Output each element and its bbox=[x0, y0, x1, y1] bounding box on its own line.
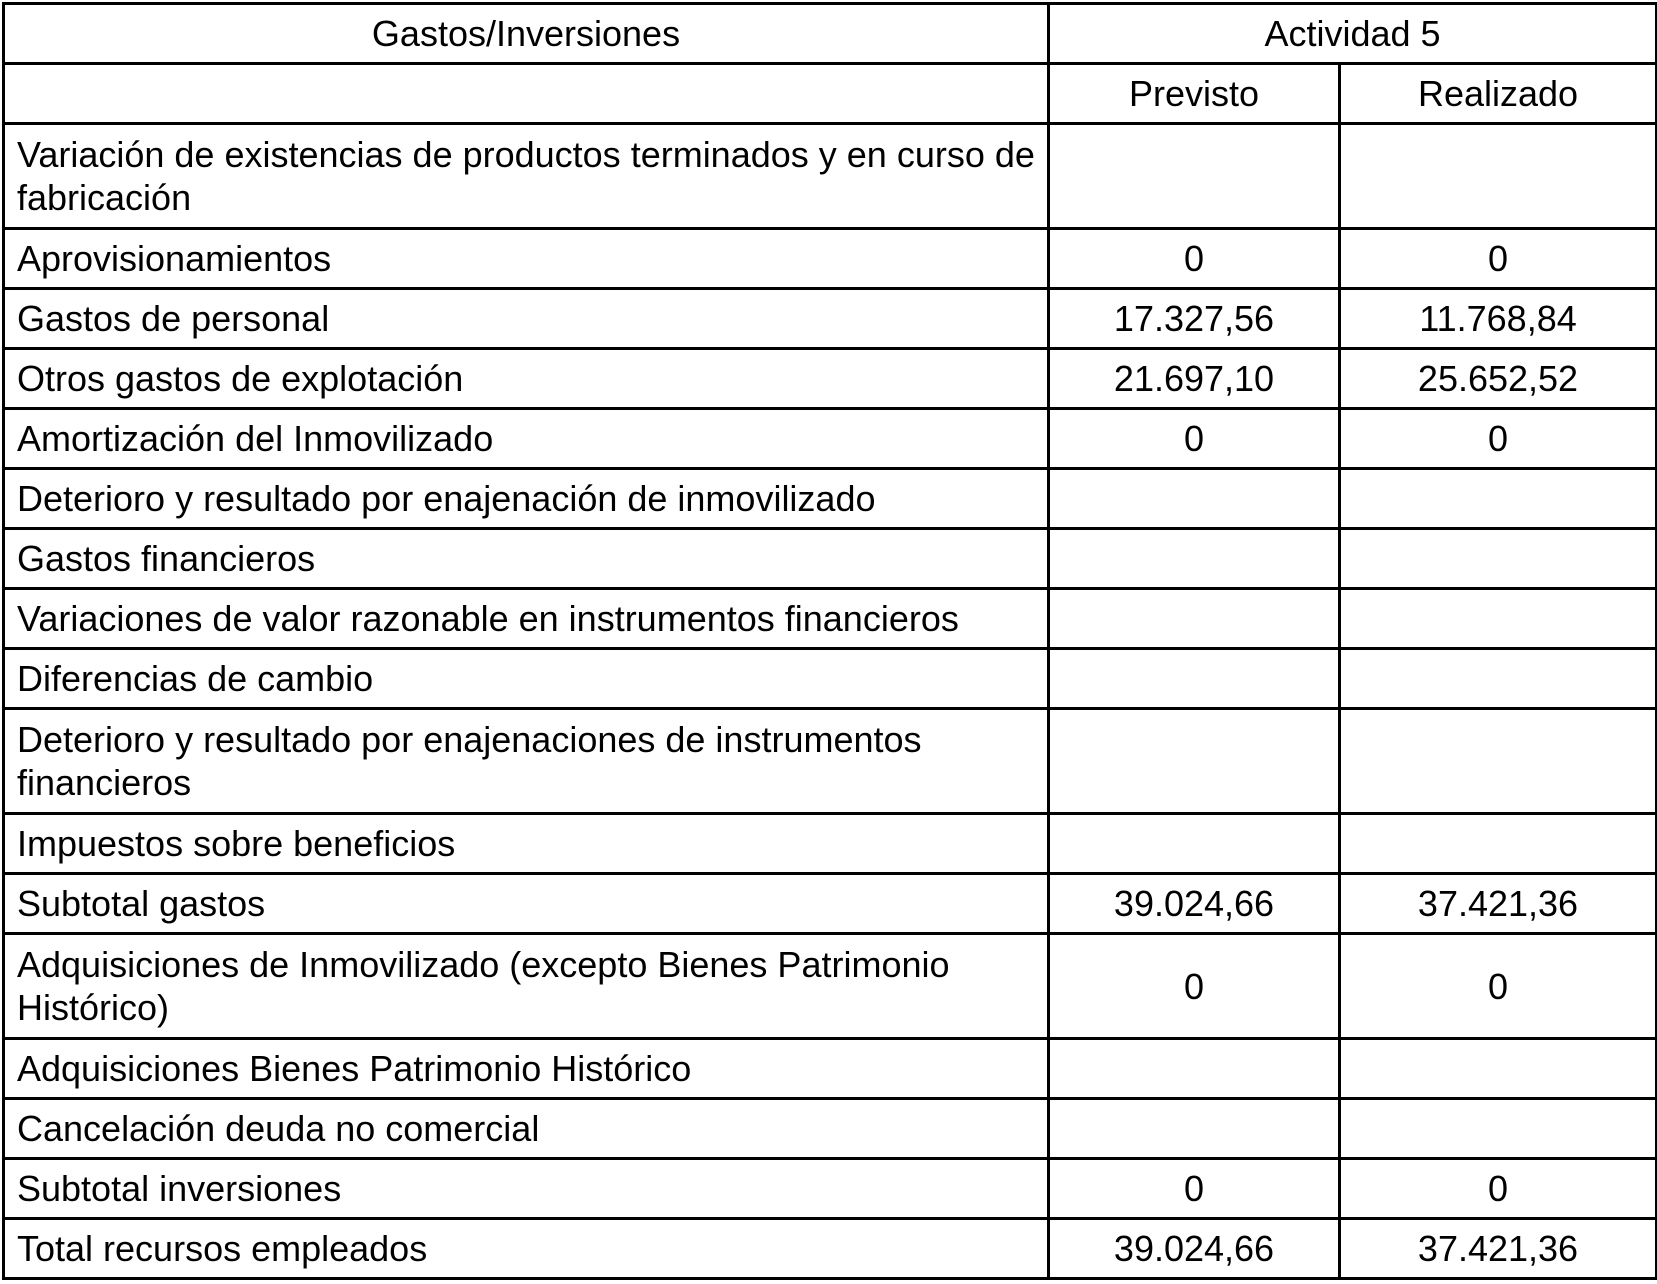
row-label: Gastos de personal bbox=[4, 289, 1049, 349]
previsto-value bbox=[1049, 814, 1340, 874]
row-label: Total recursos empleados bbox=[4, 1219, 1049, 1279]
expenses-table bbox=[2, 2, 1657, 1280]
realizado-value: 11.768,84 bbox=[1340, 289, 1657, 349]
realizado-value bbox=[1340, 469, 1657, 529]
realizado-value bbox=[1340, 709, 1657, 814]
previsto-value: 0 bbox=[1049, 229, 1340, 289]
realizado-value: 0 bbox=[1340, 409, 1657, 469]
table-row bbox=[4, 1039, 1657, 1099]
realizado-value bbox=[1340, 814, 1657, 874]
row-label: Otros gastos de explotación bbox=[4, 349, 1049, 409]
table-row bbox=[4, 589, 1657, 649]
realizado-value bbox=[1340, 589, 1657, 649]
subtotal-gastos-row bbox=[4, 874, 1657, 934]
row-label: Aprovisionamientos bbox=[4, 229, 1049, 289]
row-label: Variaciones de valor razonable en instrumentos financieros bbox=[4, 589, 1049, 649]
realizado-value: 0 bbox=[1340, 934, 1657, 1039]
table-row bbox=[4, 469, 1657, 529]
header-empty-cell bbox=[4, 64, 1049, 124]
realizado-value bbox=[1340, 649, 1657, 709]
previsto-value: 17.327,56 bbox=[1049, 289, 1340, 349]
table-row bbox=[4, 229, 1657, 289]
previsto-value bbox=[1049, 124, 1340, 229]
previsto-value: 0 bbox=[1049, 1159, 1340, 1219]
previsto-value: 0 bbox=[1049, 409, 1340, 469]
realizado-value bbox=[1340, 1099, 1657, 1159]
table-row bbox=[4, 814, 1657, 874]
previsto-value: 39.024,66 bbox=[1049, 1219, 1340, 1279]
realizado-value bbox=[1340, 529, 1657, 589]
total-row bbox=[4, 1219, 1657, 1279]
column-header-gastos-inversiones: Gastos/Inversiones bbox=[4, 4, 1049, 64]
row-label: Impuestos sobre beneficios bbox=[4, 814, 1049, 874]
table-row bbox=[4, 409, 1657, 469]
row-label: Cancelación deuda no comercial bbox=[4, 1099, 1049, 1159]
realizado-value: 37.421,36 bbox=[1340, 1219, 1657, 1279]
row-label: Diferencias de cambio bbox=[4, 649, 1049, 709]
realizado-value: 0 bbox=[1340, 229, 1657, 289]
realizado-value bbox=[1340, 1039, 1657, 1099]
row-label: Deterioro y resultado por enajenación de inmovilizado bbox=[4, 469, 1049, 529]
previsto-value bbox=[1049, 1039, 1340, 1099]
previsto-value: 21.697,10 bbox=[1049, 349, 1340, 409]
row-label: Variación de existencias de productos terminados y en curso de fabricación bbox=[4, 124, 1049, 229]
previsto-value: 39.024,66 bbox=[1049, 874, 1340, 934]
row-label: Adquisiciones Bienes Patrimonio Histórico bbox=[4, 1039, 1049, 1099]
previsto-value bbox=[1049, 529, 1340, 589]
realizado-value: 25.652,52 bbox=[1340, 349, 1657, 409]
row-label: Adquisiciones de Inmovilizado (excepto Bienes Patrimonio Histórico) bbox=[4, 934, 1049, 1039]
column-header-realizado: Realizado bbox=[1340, 64, 1657, 124]
table-row bbox=[4, 1099, 1657, 1159]
row-label: Deterioro y resultado por enajenaciones de instrumentos financieros bbox=[4, 709, 1049, 814]
row-label: Subtotal inversiones bbox=[4, 1159, 1049, 1219]
column-header-actividad: Actividad 5 bbox=[1049, 4, 1657, 64]
previsto-value: 0 bbox=[1049, 934, 1340, 1039]
previsto-value bbox=[1049, 709, 1340, 814]
table-row bbox=[4, 289, 1657, 349]
table-row bbox=[4, 649, 1657, 709]
header-row-2 bbox=[4, 64, 1657, 124]
table-row bbox=[4, 709, 1657, 814]
previsto-value bbox=[1049, 649, 1340, 709]
table-row bbox=[4, 349, 1657, 409]
realizado-value bbox=[1340, 124, 1657, 229]
header-row-1 bbox=[4, 4, 1657, 64]
realizado-value: 0 bbox=[1340, 1159, 1657, 1219]
realizado-value: 37.421,36 bbox=[1340, 874, 1657, 934]
table-row bbox=[4, 124, 1657, 229]
table-row bbox=[4, 934, 1657, 1039]
column-header-previsto: Previsto bbox=[1049, 64, 1340, 124]
row-label: Gastos financieros bbox=[4, 529, 1049, 589]
row-label: Subtotal gastos bbox=[4, 874, 1049, 934]
table-row bbox=[4, 529, 1657, 589]
previsto-value bbox=[1049, 589, 1340, 649]
previsto-value bbox=[1049, 1099, 1340, 1159]
subtotal-inversiones-row bbox=[4, 1159, 1657, 1219]
row-label: Amortización del Inmovilizado bbox=[4, 409, 1049, 469]
previsto-value bbox=[1049, 469, 1340, 529]
